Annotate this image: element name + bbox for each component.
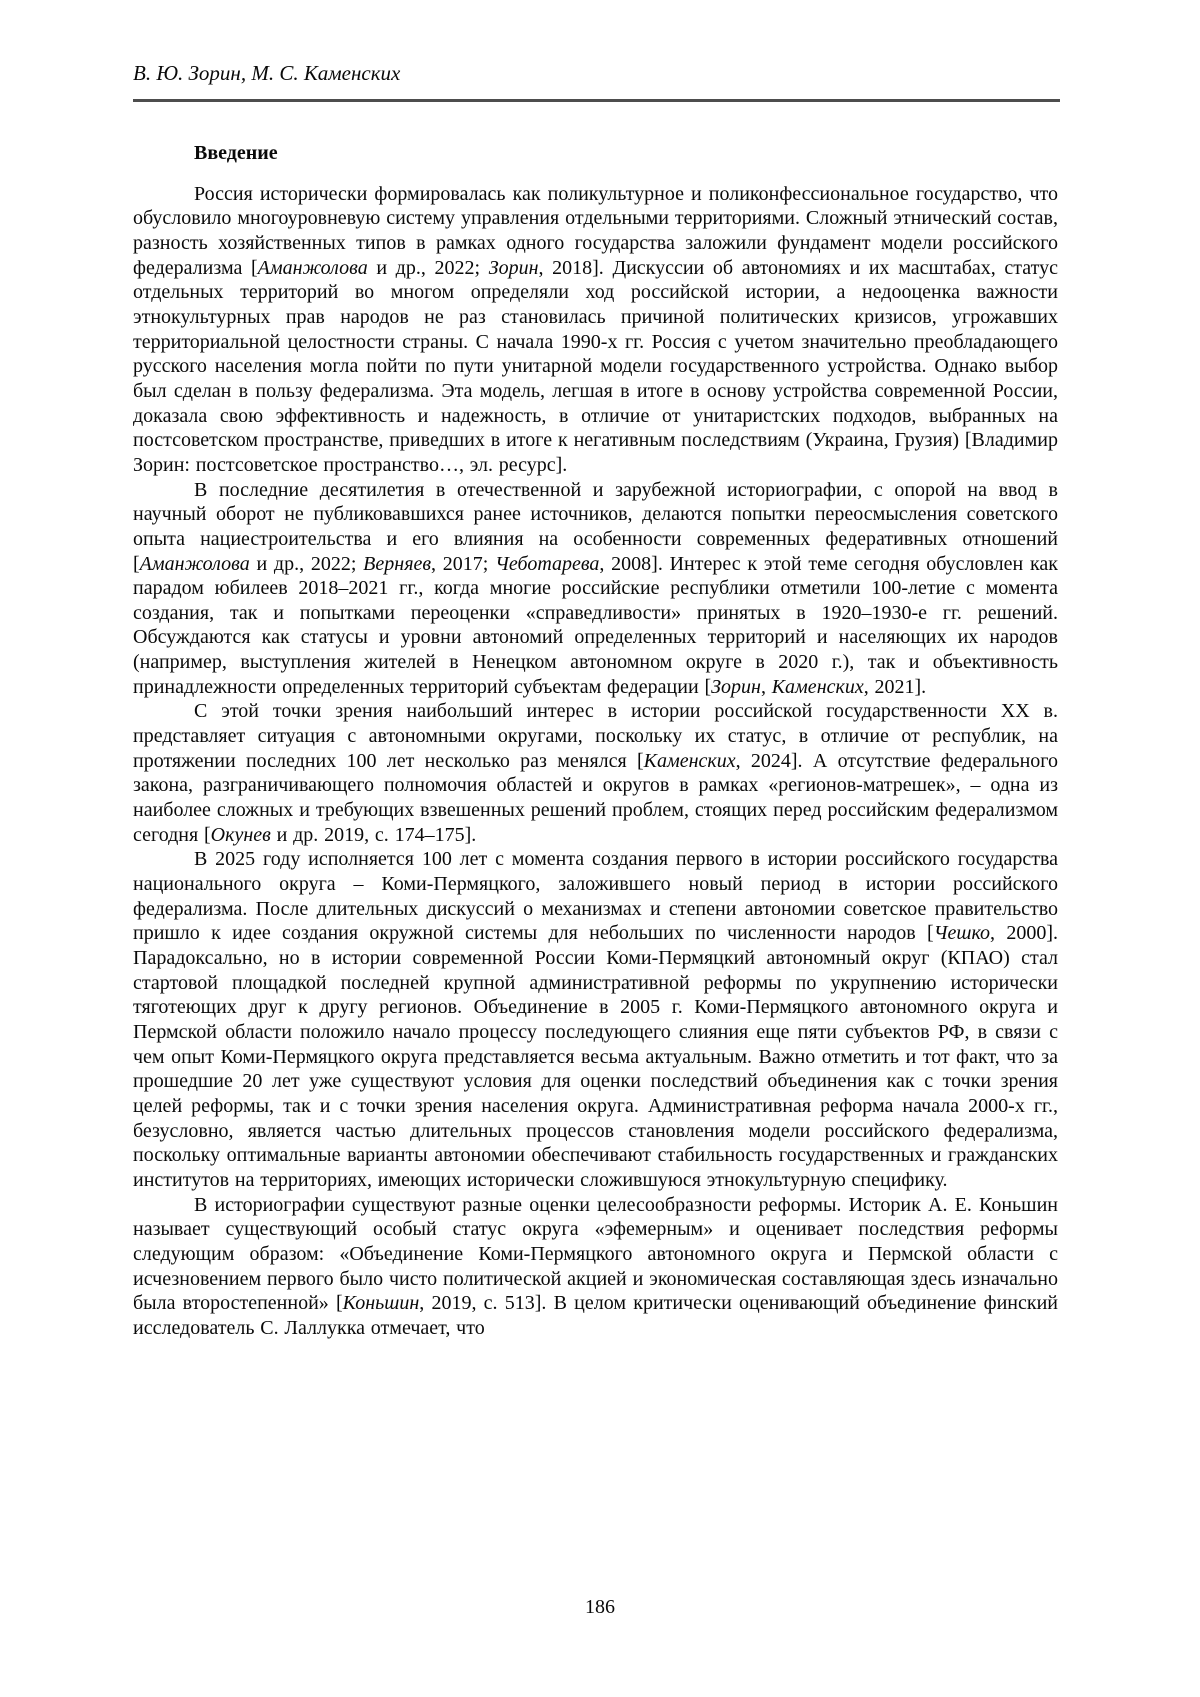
text-run: и др., 2022; (249, 552, 364, 575)
text-run: , 2008]. Интерес к этой теме сегодня обусловлен как парадом юбилеев 2018–2021 гг., когда многие российские республики отметили 100-летие с момента создания, так и попытками переоценки «справедливости» принятых в 1920–1930-е гг. решений. Обсуждаются как статусы и уровни автономий определенных территорий и населяющих их народов (например, выступления жителей в Ненецком автономном округе в 2020 г.), так и объективность принадлежности определенных территорий субъектам федерации [ (133, 552, 1058, 698)
header-rule (133, 99, 1060, 102)
citation-author: Зорин (488, 256, 539, 279)
text-run: В последние десятилетия в отечественной и зарубежной историографии, с опорой на ввод в научный оборот не публиковавшихся ранее источников, делаются попытки переосмысления советского опыта нациестроительства и его влияния на особенности современных федеративных отношений [ (133, 478, 1058, 575)
paragraph (133, 478, 1058, 700)
text-run: Россия исторически формировалась как поликультурное и поликонфессиональное государство, что обусловило многоуровневую систему управления отдельными территориями. Сложный этнический состав, разность хозяйственных типов в рамках одного государства заложили фундамент модели российского федерализма [ (133, 182, 1058, 279)
citation-author: Окунев (210, 823, 271, 846)
text-run: , 2017; (431, 552, 496, 575)
text-run: В историографии существуют разные оценки целесообразности реформы. Историк А. Е. Коньшин называет существующий особый статус округа «эфемерным» и оценивает последствия реформы следующим образом: «Объединение Коми-Пермяцкого автономного округа и Пермской области с исчезновением первого было чисто политической акцией и экономическая составляющая здесь изначально была второстепенной» [ (133, 1193, 1058, 1315)
citation-author: Аманжолова (139, 552, 250, 575)
text-run: , 2000]. Парадоксально, но в истории современной России Коми-Пермяцкий автономный округ (КПАО) стал стартовой площадкой последней крупной административной реформы по укрупнению исторически тяготеющих друг к другу регионов. Объединение в 2005 г. Коми-Пермяцкого автономного округа и Пермской области положило начало процессу последующего слияния еще пяти субъектов РФ, в связи с чем опыт Коми-Пермяцкого округа представляется весьма актуальным. Важно отметить и тот факт, что за прошедшие 20 лет уже существуют условия для оценки последствий объединения как с точки зрения целей реформы, так и с точки зрения населения округа. Административная реформа начала 2000-х гг., безусловно, является частью длительных процессов становления модели российского федерализма, поскольку оптимальные варианты автономии обеспечивают стабильность государственных и гражданских институтов на территориях, имеющих исторически сложившуюся этнокультурную специфику. (133, 922, 1058, 1191)
citation-author: Зорин (711, 675, 761, 698)
citation-author: Коньшин (342, 1292, 420, 1315)
paragraph (133, 847, 1058, 1192)
citation-author: Чешко (933, 922, 991, 945)
text-run: , 2019, с. 513]. В целом критически оценивающий объединение финский исследователь С. Лаллукка отмечает, что (133, 1292, 1058, 1339)
paragraph (133, 1193, 1058, 1341)
text-run: , 2024]. А отсутствие федерального закона, разграничивающего полномочия областей и округов в рамках «регионов-матрешек», – одна из наиболее сложных и требующих взвешенных решений проблем, стоящих перед российским федерализмом сегодня [ (133, 749, 1059, 846)
section-heading-introduction: Введение (194, 142, 278, 164)
running-header-authors: В. Ю. Зорин, М. С. Каменских (133, 61, 401, 85)
citation-author: Верняев (363, 552, 432, 575)
page-number: 186 (585, 1596, 615, 1618)
text-run: и др. 2019, с. 174–175]. (270, 823, 477, 846)
paragraph (133, 182, 1058, 478)
citation-author: Чеботарева (495, 552, 600, 575)
text-run: и др., 2022; (367, 256, 489, 279)
text-run: , 2018]. Дискуссии об автономиях и их масштабах, статус отдельных территорий во многом определяли ход российской истории, а недооценка важности этнокультурных прав народов не раз становилась причиной политических кризисов, угрожавших территориальной целостности страны. С начала 1990-х гг. Россия с учетом значительно преобладающего русского населения могла пойти по пути унитарной модели государственного устройства. Однако выбор был сделан в пользу федерализма. Эта модель, легшая в итоге в основу устройства современной России, доказала свою эффективность и надежность, в отличие от унитаристских подходов, выбранных на постсоветском пространстве, приведших в итоге к негативным последствиям (Украина, Грузия) [Владимир Зорин: постсоветское пространство…, эл. ресурс]. (133, 256, 1058, 476)
citation-author: Аманжолова (257, 256, 368, 279)
text-run: С этой точки зрения наибольший интерес в истории российской государственности XX в. представляет ситуация с автономными округами, поскольку их статус, в отличие от республик, на протяжении последних 100 лет несколько раз менялся [ (133, 700, 1058, 772)
article-body (133, 141, 1058, 1341)
citation-author: Каменских (771, 675, 864, 698)
text-run: , (760, 675, 772, 698)
paragraph (133, 699, 1058, 847)
text-run: В 2025 году исполняется 100 лет с момента создания первого в истории российского государства национального округа – Коми-Пермяцкого, заложившего новый период в истории российского федерализма. После длительных дискуссий о механизмах и степени автономии советское правительство пришло к идее создания окружной системы для небольших по численности народов [ (133, 848, 1058, 945)
text-run: , 2021]. (863, 675, 927, 698)
citation-author: Каменских (643, 749, 736, 772)
